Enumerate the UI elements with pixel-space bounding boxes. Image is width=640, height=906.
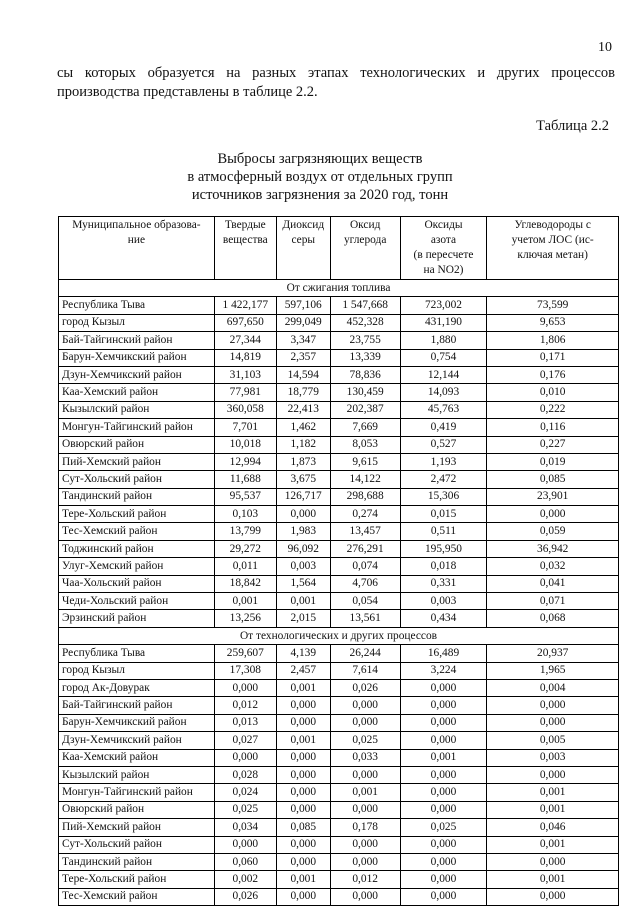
municipality-cell: Эрзинский район — [59, 610, 215, 627]
value-cell: 0,025 — [400, 819, 487, 836]
value-cell: 23,755 — [330, 332, 400, 349]
value-cell: 0,000 — [214, 679, 276, 696]
municipality-cell: Монгун-Тайгинский район — [59, 784, 215, 801]
municipality-cell: Пий-Хемский район — [59, 819, 215, 836]
municipality-cell: Республика Тыва — [59, 297, 215, 314]
table-row — [59, 349, 619, 366]
value-cell: 0,000 — [400, 784, 487, 801]
value-cell: 18,842 — [214, 575, 276, 592]
municipality-cell: город Ак-Довурак — [59, 679, 215, 696]
value-cell: 26,244 — [330, 645, 400, 662]
value-cell: 0,000 — [330, 714, 400, 731]
value-cell: 0,071 — [487, 593, 619, 610]
table-row — [59, 853, 619, 870]
value-cell: 2,357 — [276, 349, 330, 366]
municipality-cell: Тандинский район — [59, 488, 215, 505]
value-cell: 0,000 — [400, 853, 487, 870]
value-cell: 0,004 — [487, 679, 619, 696]
value-cell: 697,650 — [214, 314, 276, 331]
table-row — [59, 610, 619, 627]
value-cell: 0,034 — [214, 819, 276, 836]
value-cell: 1 422,177 — [214, 297, 276, 314]
table-row — [59, 732, 619, 749]
table-row — [59, 366, 619, 383]
value-cell: 0,000 — [487, 506, 619, 523]
table-row — [59, 540, 619, 557]
emissions-table — [58, 216, 619, 906]
value-cell: 13,561 — [330, 610, 400, 627]
value-cell: 0,013 — [214, 714, 276, 731]
table-row — [59, 819, 619, 836]
value-cell: 0,059 — [487, 523, 619, 540]
value-cell: 0,001 — [487, 836, 619, 853]
value-cell: 29,272 — [214, 540, 276, 557]
table-row — [59, 575, 619, 592]
value-cell: 1,965 — [487, 662, 619, 679]
value-cell: 0,000 — [400, 766, 487, 783]
value-cell: 1,193 — [400, 453, 487, 470]
value-cell: 0,012 — [214, 697, 276, 714]
value-cell: 0,085 — [276, 819, 330, 836]
value-cell: 0,274 — [330, 506, 400, 523]
value-cell: 0,000 — [330, 766, 400, 783]
value-cell: 0,000 — [214, 836, 276, 853]
table-row — [59, 766, 619, 783]
value-cell: 0,026 — [330, 679, 400, 696]
value-cell: 0,001 — [487, 784, 619, 801]
municipality-cell: Бай-Тайгинский район — [59, 332, 215, 349]
value-cell: 0,000 — [400, 836, 487, 853]
value-cell: 0,003 — [400, 593, 487, 610]
value-cell: 13,799 — [214, 523, 276, 540]
value-cell: 95,537 — [214, 488, 276, 505]
value-cell: 0,019 — [487, 453, 619, 470]
column-header-carbon-monoxide: Оксид углерода — [330, 217, 400, 280]
value-cell: 202,387 — [330, 401, 400, 418]
value-cell: 0,000 — [330, 801, 400, 818]
value-cell: 36,942 — [487, 540, 619, 557]
value-cell: 0,060 — [214, 853, 276, 870]
municipality-cell: Тес-Хемский район — [59, 523, 215, 540]
table-row — [59, 801, 619, 818]
value-cell: 0,085 — [487, 471, 619, 488]
municipality-cell: Дзун-Хемчикский район — [59, 732, 215, 749]
value-cell: 0,012 — [330, 871, 400, 888]
value-cell: 1,182 — [276, 436, 330, 453]
value-cell: 0,000 — [330, 888, 400, 905]
column-header-municipality: Муниципальное образова- ние — [59, 217, 215, 280]
table-row — [59, 645, 619, 662]
value-cell: 0,000 — [487, 888, 619, 905]
table-header-row — [59, 217, 619, 280]
municipality-cell: Бай-Тайгинский район — [59, 697, 215, 714]
municipality-cell: город Кызыл — [59, 662, 215, 679]
table-row — [59, 749, 619, 766]
table-row — [59, 679, 619, 696]
municipality-cell: Чеди-Хольский район — [59, 593, 215, 610]
municipality-cell: Сут-Хольский район — [59, 471, 215, 488]
value-cell: 0,000 — [276, 888, 330, 905]
value-cell: 0,001 — [487, 801, 619, 818]
municipality-cell: Дзун-Хемчикский район — [59, 366, 215, 383]
value-cell: 31,103 — [214, 366, 276, 383]
municipality-cell: Барун-Хемчикский район — [59, 349, 215, 366]
table-row — [59, 488, 619, 505]
value-cell: 299,049 — [276, 314, 330, 331]
value-cell: 597,106 — [276, 297, 330, 314]
value-cell: 0,000 — [330, 853, 400, 870]
table-body — [59, 280, 619, 906]
value-cell: 2,457 — [276, 662, 330, 679]
section-header-row — [59, 280, 619, 297]
value-cell: 0,001 — [330, 784, 400, 801]
table-row — [59, 784, 619, 801]
value-cell: 0,000 — [400, 714, 487, 731]
municipality-cell: Тес-Хемский район — [59, 888, 215, 905]
value-cell: 7,669 — [330, 419, 400, 436]
value-cell: 3,675 — [276, 471, 330, 488]
value-cell: 3,224 — [400, 662, 487, 679]
value-cell: 723,002 — [400, 297, 487, 314]
municipality-cell: Чаа-Хольский район — [59, 575, 215, 592]
table-row — [59, 401, 619, 418]
municipality-cell: Кызылский район — [59, 766, 215, 783]
value-cell: 14,594 — [276, 366, 330, 383]
value-cell: 0,000 — [276, 506, 330, 523]
value-cell: 0,103 — [214, 506, 276, 523]
value-cell: 22,413 — [276, 401, 330, 418]
value-cell: 0,000 — [487, 714, 619, 731]
table-row — [59, 558, 619, 575]
value-cell: 13,457 — [330, 523, 400, 540]
value-cell: 360,058 — [214, 401, 276, 418]
value-cell: 0,227 — [487, 436, 619, 453]
value-cell: 0,000 — [400, 871, 487, 888]
value-cell: 13,339 — [330, 349, 400, 366]
intro-paragraph: сы которых образуется на разных этапах технологических и других процессов производства представлены в таблице 2.2. — [57, 65, 615, 100]
value-cell: 0,015 — [400, 506, 487, 523]
value-cell: 0,068 — [487, 610, 619, 627]
table-row — [59, 332, 619, 349]
value-cell: 0,027 — [214, 732, 276, 749]
municipality-cell: Монгун-Тайгинский район — [59, 419, 215, 436]
value-cell: 0,178 — [330, 819, 400, 836]
value-cell: 1,983 — [276, 523, 330, 540]
value-cell: 18,779 — [276, 384, 330, 401]
municipality-cell: Барун-Хемчикский район — [59, 714, 215, 731]
table-row — [59, 888, 619, 905]
municipality-cell: Каа-Хемский район — [59, 749, 215, 766]
value-cell: 45,763 — [400, 401, 487, 418]
value-cell: 15,306 — [400, 488, 487, 505]
value-cell: 0,074 — [330, 558, 400, 575]
value-cell: 0,032 — [487, 558, 619, 575]
value-cell: 259,607 — [214, 645, 276, 662]
value-cell: 0,000 — [276, 836, 330, 853]
table-label: Таблица 2.2 — [536, 118, 609, 134]
value-cell: 2,472 — [400, 471, 487, 488]
value-cell: 0,001 — [400, 749, 487, 766]
value-cell: 9,653 — [487, 314, 619, 331]
column-header-hydrocarbons: Углеводороды с учетом ЛОС (ис- ключая метан) — [487, 217, 619, 280]
value-cell: 0,000 — [487, 853, 619, 870]
value-cell: 7,701 — [214, 419, 276, 436]
value-cell: 0,001 — [276, 679, 330, 696]
value-cell: 0,001 — [276, 593, 330, 610]
value-cell: 0,222 — [487, 401, 619, 418]
value-cell: 23,901 — [487, 488, 619, 505]
municipality-cell: город Кызыл — [59, 314, 215, 331]
value-cell: 195,950 — [400, 540, 487, 557]
value-cell: 0,000 — [276, 784, 330, 801]
municipality-cell: Тоджинский район — [59, 540, 215, 557]
value-cell: 3,347 — [276, 332, 330, 349]
value-cell: 16,489 — [400, 645, 487, 662]
table-row — [59, 436, 619, 453]
value-cell: 0,000 — [400, 679, 487, 696]
value-cell: 1,880 — [400, 332, 487, 349]
value-cell: 0,434 — [400, 610, 487, 627]
value-cell: 0,001 — [214, 593, 276, 610]
value-cell: 0,018 — [400, 558, 487, 575]
value-cell: 0,527 — [400, 436, 487, 453]
value-cell: 0,003 — [276, 558, 330, 575]
table-row — [59, 314, 619, 331]
municipality-cell: Каа-Хемский район — [59, 384, 215, 401]
value-cell: 4,139 — [276, 645, 330, 662]
value-cell: 0,116 — [487, 419, 619, 436]
table-row — [59, 593, 619, 610]
value-cell: 0,000 — [487, 766, 619, 783]
value-cell: 0,511 — [400, 523, 487, 540]
value-cell: 1,462 — [276, 419, 330, 436]
table-row — [59, 836, 619, 853]
value-cell: 452,328 — [330, 314, 400, 331]
value-cell: 0,000 — [487, 697, 619, 714]
value-cell: 0,001 — [276, 732, 330, 749]
value-cell: 0,176 — [487, 366, 619, 383]
value-cell: 0,419 — [400, 419, 487, 436]
municipality-cell: Пий-Хемский район — [59, 453, 215, 470]
value-cell: 1 547,668 — [330, 297, 400, 314]
table-row — [59, 297, 619, 314]
value-cell: 17,308 — [214, 662, 276, 679]
value-cell: 9,615 — [330, 453, 400, 470]
value-cell: 0,001 — [276, 871, 330, 888]
value-cell: 12,144 — [400, 366, 487, 383]
value-cell: 431,190 — [400, 314, 487, 331]
value-cell: 77,981 — [214, 384, 276, 401]
value-cell: 4,706 — [330, 575, 400, 592]
table-title — [0, 150, 640, 204]
value-cell: 0,000 — [276, 697, 330, 714]
value-cell: 11,688 — [214, 471, 276, 488]
value-cell: 20,937 — [487, 645, 619, 662]
municipality-cell: Тандинский район — [59, 853, 215, 870]
value-cell: 276,291 — [330, 540, 400, 557]
value-cell: 14,093 — [400, 384, 487, 401]
value-cell: 0,025 — [214, 801, 276, 818]
value-cell: 0,005 — [487, 732, 619, 749]
column-header-solids: Твердые вещества — [214, 217, 276, 280]
table-row — [59, 697, 619, 714]
municipality-cell: Овюрский район — [59, 436, 215, 453]
value-cell: 78,836 — [330, 366, 400, 383]
table-row — [59, 871, 619, 888]
municipality-cell: Тере-Хольский район — [59, 506, 215, 523]
value-cell: 12,994 — [214, 453, 276, 470]
value-cell: 0,002 — [214, 871, 276, 888]
value-cell: 0,171 — [487, 349, 619, 366]
value-cell: 0,033 — [330, 749, 400, 766]
value-cell: 0,024 — [214, 784, 276, 801]
value-cell: 0,041 — [487, 575, 619, 592]
value-cell: 14,122 — [330, 471, 400, 488]
table-row — [59, 419, 619, 436]
value-cell: 298,688 — [330, 488, 400, 505]
municipality-cell: Республика Тыва — [59, 645, 215, 662]
value-cell: 1,564 — [276, 575, 330, 592]
value-cell: 130,459 — [330, 384, 400, 401]
table-title-line: источников загрязнения за 2020 год, тонн — [191, 187, 449, 203]
value-cell: 0,001 — [487, 871, 619, 888]
municipality-cell: Улуг-Хемский район — [59, 558, 215, 575]
value-cell: 0,025 — [330, 732, 400, 749]
value-cell: 0,754 — [400, 349, 487, 366]
table-row — [59, 523, 619, 540]
page-number: 10 — [598, 40, 612, 55]
value-cell: 0,000 — [214, 749, 276, 766]
value-cell: 0,000 — [400, 801, 487, 818]
value-cell: 0,000 — [276, 714, 330, 731]
section-title: От сжигания топлива — [59, 280, 619, 297]
value-cell: 1,873 — [276, 453, 330, 470]
value-cell: 14,819 — [214, 349, 276, 366]
value-cell: 0,000 — [276, 801, 330, 818]
value-cell: 126,717 — [276, 488, 330, 505]
section-header-row — [59, 627, 619, 644]
value-cell: 27,344 — [214, 332, 276, 349]
table-title-line: в атмосферный воздух от отдельных групп — [187, 169, 453, 185]
value-cell: 1,806 — [487, 332, 619, 349]
value-cell: 0,003 — [487, 749, 619, 766]
value-cell: 73,599 — [487, 297, 619, 314]
value-cell: 2,015 — [276, 610, 330, 627]
value-cell: 0,010 — [487, 384, 619, 401]
value-cell: 0,011 — [214, 558, 276, 575]
table-row — [59, 384, 619, 401]
table-row — [59, 506, 619, 523]
value-cell: 7,614 — [330, 662, 400, 679]
value-cell: 0,000 — [330, 836, 400, 853]
column-header-nitrogen-oxides: Оксиды азота (в пересчете на NO2) — [400, 217, 487, 280]
value-cell: 10,018 — [214, 436, 276, 453]
value-cell: 0,000 — [400, 732, 487, 749]
value-cell: 13,256 — [214, 610, 276, 627]
table-row — [59, 714, 619, 731]
municipality-cell: Тере-Хольский район — [59, 871, 215, 888]
table-row — [59, 662, 619, 679]
municipality-cell: Кызылский район — [59, 401, 215, 418]
value-cell: 0,054 — [330, 593, 400, 610]
value-cell: 96,092 — [276, 540, 330, 557]
value-cell: 0,000 — [276, 766, 330, 783]
municipality-cell: Овюрский район — [59, 801, 215, 818]
table-row — [59, 453, 619, 470]
value-cell: 0,028 — [214, 766, 276, 783]
value-cell: 8,053 — [330, 436, 400, 453]
table-title-line: Выбросы загрязняющих веществ — [217, 151, 423, 167]
table-row — [59, 471, 619, 488]
value-cell: 0,000 — [276, 749, 330, 766]
municipality-cell: Сут-Хольский район — [59, 836, 215, 853]
column-header-sulfur-dioxide: Диоксид серы — [276, 217, 330, 280]
value-cell: 0,000 — [276, 853, 330, 870]
value-cell: 0,026 — [214, 888, 276, 905]
value-cell: 0,000 — [400, 697, 487, 714]
value-cell: 0,331 — [400, 575, 487, 592]
value-cell: 0,000 — [330, 697, 400, 714]
value-cell: 0,000 — [400, 888, 487, 905]
value-cell: 0,046 — [487, 819, 619, 836]
section-title: От технологических и других процессов — [59, 627, 619, 644]
